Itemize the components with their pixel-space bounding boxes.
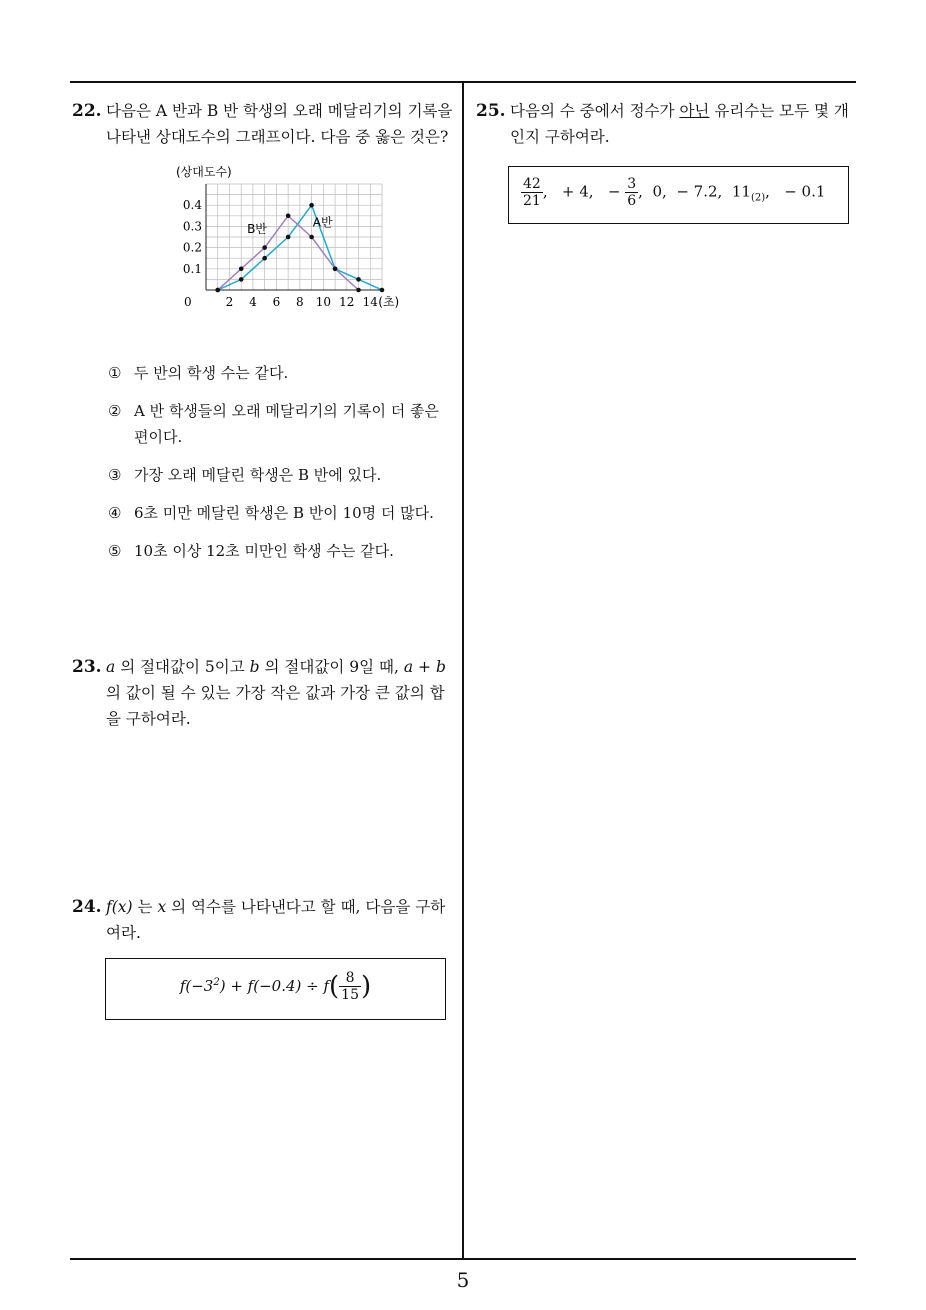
- question-25: [476, 98, 858, 150]
- question-text: a 의 절대값이 5이고 b 의 절대값이 9일 때, a + b의 값이 될 수 있는 가장 작은 값과 가장 큰 값의 합을 구하여라.: [106, 658, 446, 728]
- y-tick-label: 0.2: [182, 240, 202, 255]
- data-point: [262, 245, 267, 250]
- x-tick-label: 6: [272, 295, 281, 309]
- question-number: 22.: [72, 101, 102, 121]
- data-point: [356, 277, 361, 282]
- data-point: [356, 288, 361, 293]
- number-list: $\frac{42}{21}$ , + 4, − $\frac{3}{6}$ , 0, − 7.2, $11_{(2)}$, − 0.1: [523, 176, 826, 209]
- relative-frequency-chart: [168, 164, 428, 324]
- option-marker: ④: [108, 504, 122, 522]
- expr-a-plus-b: a + b: [403, 658, 446, 676]
- question-text: 다음의 수 중에서 정수가 아닌 유리수는 모두 몇 개인지 구하여라.: [510, 102, 849, 146]
- question-22: [72, 98, 456, 150]
- data-point: [215, 288, 220, 293]
- data-point: [309, 235, 314, 240]
- question-number: 24.: [72, 897, 102, 917]
- x-tick-label: 12: [339, 295, 355, 309]
- option-marker: ①: [108, 364, 122, 382]
- y-axis-label: (상대도수): [176, 165, 232, 179]
- question-number: 25.: [476, 101, 506, 121]
- data-point: [309, 203, 314, 208]
- data-point: [239, 277, 244, 282]
- data-point: [333, 267, 338, 272]
- var-b: b: [249, 658, 260, 676]
- option-marker: ③: [108, 466, 122, 484]
- question-number: 23.: [72, 657, 102, 677]
- options-list: [108, 360, 448, 576]
- x-tick-label: 2: [225, 295, 234, 309]
- data-point: [239, 267, 244, 272]
- underlined-word: 아닌: [679, 102, 710, 120]
- var-x: x: [157, 898, 167, 916]
- series-label-a: A반: [312, 215, 333, 230]
- x-tick-label: 10: [315, 295, 331, 309]
- series-label-b: B반: [247, 221, 267, 236]
- question-text: f(x) 는 x 의 역수를 나타낸다고 할 때, 다음을 구하여라.: [106, 898, 446, 942]
- option-text: 가장 오래 메달린 학생은 B 반에 있다.: [134, 466, 382, 484]
- y-tick-label: 0.1: [182, 261, 202, 276]
- x-tick-label: 8: [296, 295, 304, 309]
- option-marker: ②: [108, 402, 122, 420]
- expression: $f(-3^2) + f(-0.4) \div f$( $\frac{8}{15}$ ): [179, 970, 372, 1003]
- fraction-3-6: $\frac{3}{6}$: [627, 176, 637, 209]
- func-fx: f(x): [106, 898, 133, 916]
- data-point: [380, 288, 385, 293]
- option-2[interactable]: [108, 398, 448, 450]
- option-marker: ⑤: [108, 542, 122, 560]
- question-23: [72, 654, 456, 732]
- column-divider: [462, 82, 464, 1259]
- option-text: 두 반의 학생 수는 같다.: [134, 364, 289, 382]
- right-column: [476, 98, 858, 209]
- data-point: [262, 256, 267, 261]
- data-point: [286, 214, 291, 219]
- x-axis-label: (초): [378, 295, 400, 309]
- bottom-rule: [70, 1258, 856, 1260]
- left-column: [72, 98, 456, 1003]
- number-list-box: [508, 166, 849, 224]
- fraction-42-21: $\frac{42}{21}$: [523, 176, 541, 209]
- option-1[interactable]: [108, 360, 448, 386]
- option-text: 10초 이상 12초 미만인 학생 수는 같다.: [134, 542, 394, 560]
- option-3[interactable]: [108, 462, 448, 488]
- y-tick-label: 0.4: [182, 198, 202, 213]
- origin-label: 0: [184, 295, 192, 309]
- question-24: [72, 894, 456, 946]
- question-text: 다음은 A 반과 B 반 학생의 오래 메달리기의 기록을 나타낸 상대도수의 그래프이다. 다음 중 옳은 것은?: [106, 102, 453, 146]
- option-4[interactable]: [108, 500, 448, 526]
- expression-box: [105, 958, 446, 1020]
- data-point: [286, 235, 291, 240]
- x-tick-label: 4: [249, 295, 257, 309]
- fraction-8-15: $\frac{8}{15}$: [341, 970, 359, 1003]
- option-text: A 반 학생들의 오래 메달리기의 기록이 더 좋은 편이다.: [134, 402, 440, 446]
- option-text: 6초 미만 메달린 학생은 B 반이 10명 더 많다.: [134, 504, 434, 522]
- y-tick-label: 0.3: [182, 219, 202, 234]
- option-5[interactable]: [108, 538, 448, 564]
- var-a: a: [106, 658, 116, 676]
- page-number: 5: [456, 1268, 470, 1292]
- x-tick-label: 14: [362, 295, 378, 309]
